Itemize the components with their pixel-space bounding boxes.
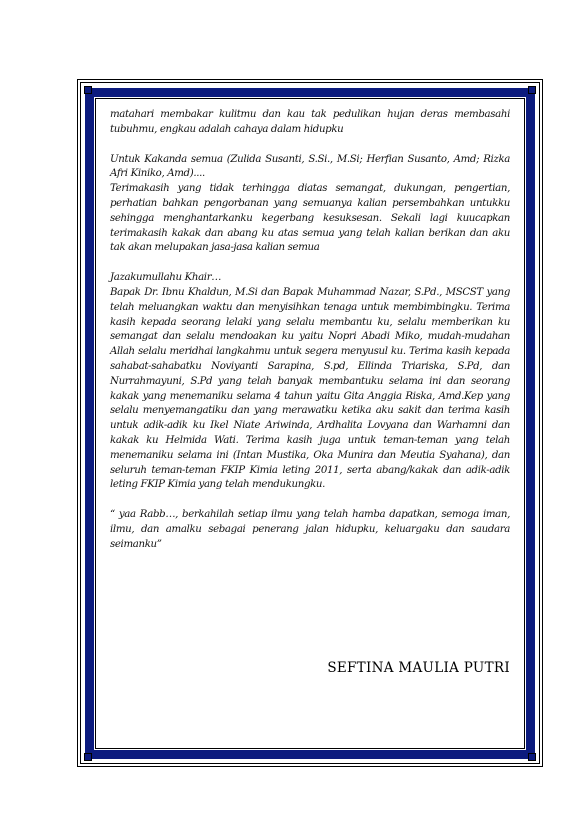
paragraph-intro: matahari membakar kulitmu dan kau tak pedulikan hujan deras membasahi tubuhmu, engkau adalah cahaya dalam hidupku [110, 109, 510, 135]
paragraph-jazakumullahu: Jazakumullahu Khair… [110, 272, 222, 284]
paragraph-siblings-thanks: Terimakasih yang tidak terhingga diatas semangat, dukungan, pengertian, perhatian bahkan pengorbanan yang semuanya kalian persembahkan untukku sehingga menghantarkanku kegerbang kesuksesan. Sekali lagi kuucapkan terimakasih kakak dan abang ku atas semua yang telah kalian berikan dan aku tak akan melupakan jasa-jasa kalian semua [110, 183, 510, 254]
corner-ornament-top-right [522, 80, 542, 100]
corner-ornament-bottom-left [78, 747, 98, 767]
paragraph-advisors-friends: Bapak Dr. Ibnu Khaldun, M.Si dan Bapak Muhammad Nazar, S.Pd., MSCST yang telah meluangkan waktu dan menyisihkan tenaga untuk membimbingku. Terima kasih kepada seorang lelaki yang selalu membantu ku, selalu memberikan ku semangat dan selalu mendoakan ku yaitu Nopri Abadi Miko, mudah-mudahan Allah selalu meridhai langkahmu untuk segera menyusul ku. Terima kasih kepada sahabat-sahabatku Noviyanti Sarapina, S.pd, Ellinda Triariska, S.Pd, dan Nurrahmayuni, S.Pd yang telah banyak membantuku selama ini dan seorang kakak yang menemaniku selama 4 tahun yaitu Gita Anggia Riska, Amd.Kep yang selalu menyemangatiku dan yang merawatku ketika aku sakit dan terima kasih untuk adik-adik ku Ikel Niate Ariwinda, Ardhalita Lovyana dan Warhamni dan kakak ku Helmida Wati. Terima kasih juga untuk teman-teman yang telah menemaniku selama ini (Intan Mustika, Oka Munira dan Meutia Syahana), dan seluruh teman-teman FKIP Kimia leting 2011, serta abang/kakak dan adik-adik leting FKIP Kimia yang telah mendukungku. [110, 286, 510, 491]
corner-ornament-bottom-right [522, 747, 542, 767]
author-signature: SEFTINA MAULIA PUTRI [327, 660, 510, 676]
corner-ornament-top-left [78, 80, 98, 100]
paragraph-prayer: “ yaa Rabb…, berkahilah setiap ilmu yang telah hamba dapatkan, semoga iman, ilmu, dan amalku sebagai penerang jalan hidupku, keluargaku dan saudara seimanku” [110, 509, 510, 550]
acknowledgement-text [110, 108, 510, 553]
paragraph-siblings-heading: Untuk Kakanda semua (Zulida Susanti, S.Si., M.Si; Herfian Susanto, Amd; Rizka Afri Kiniko, Amd).... [110, 153, 510, 180]
